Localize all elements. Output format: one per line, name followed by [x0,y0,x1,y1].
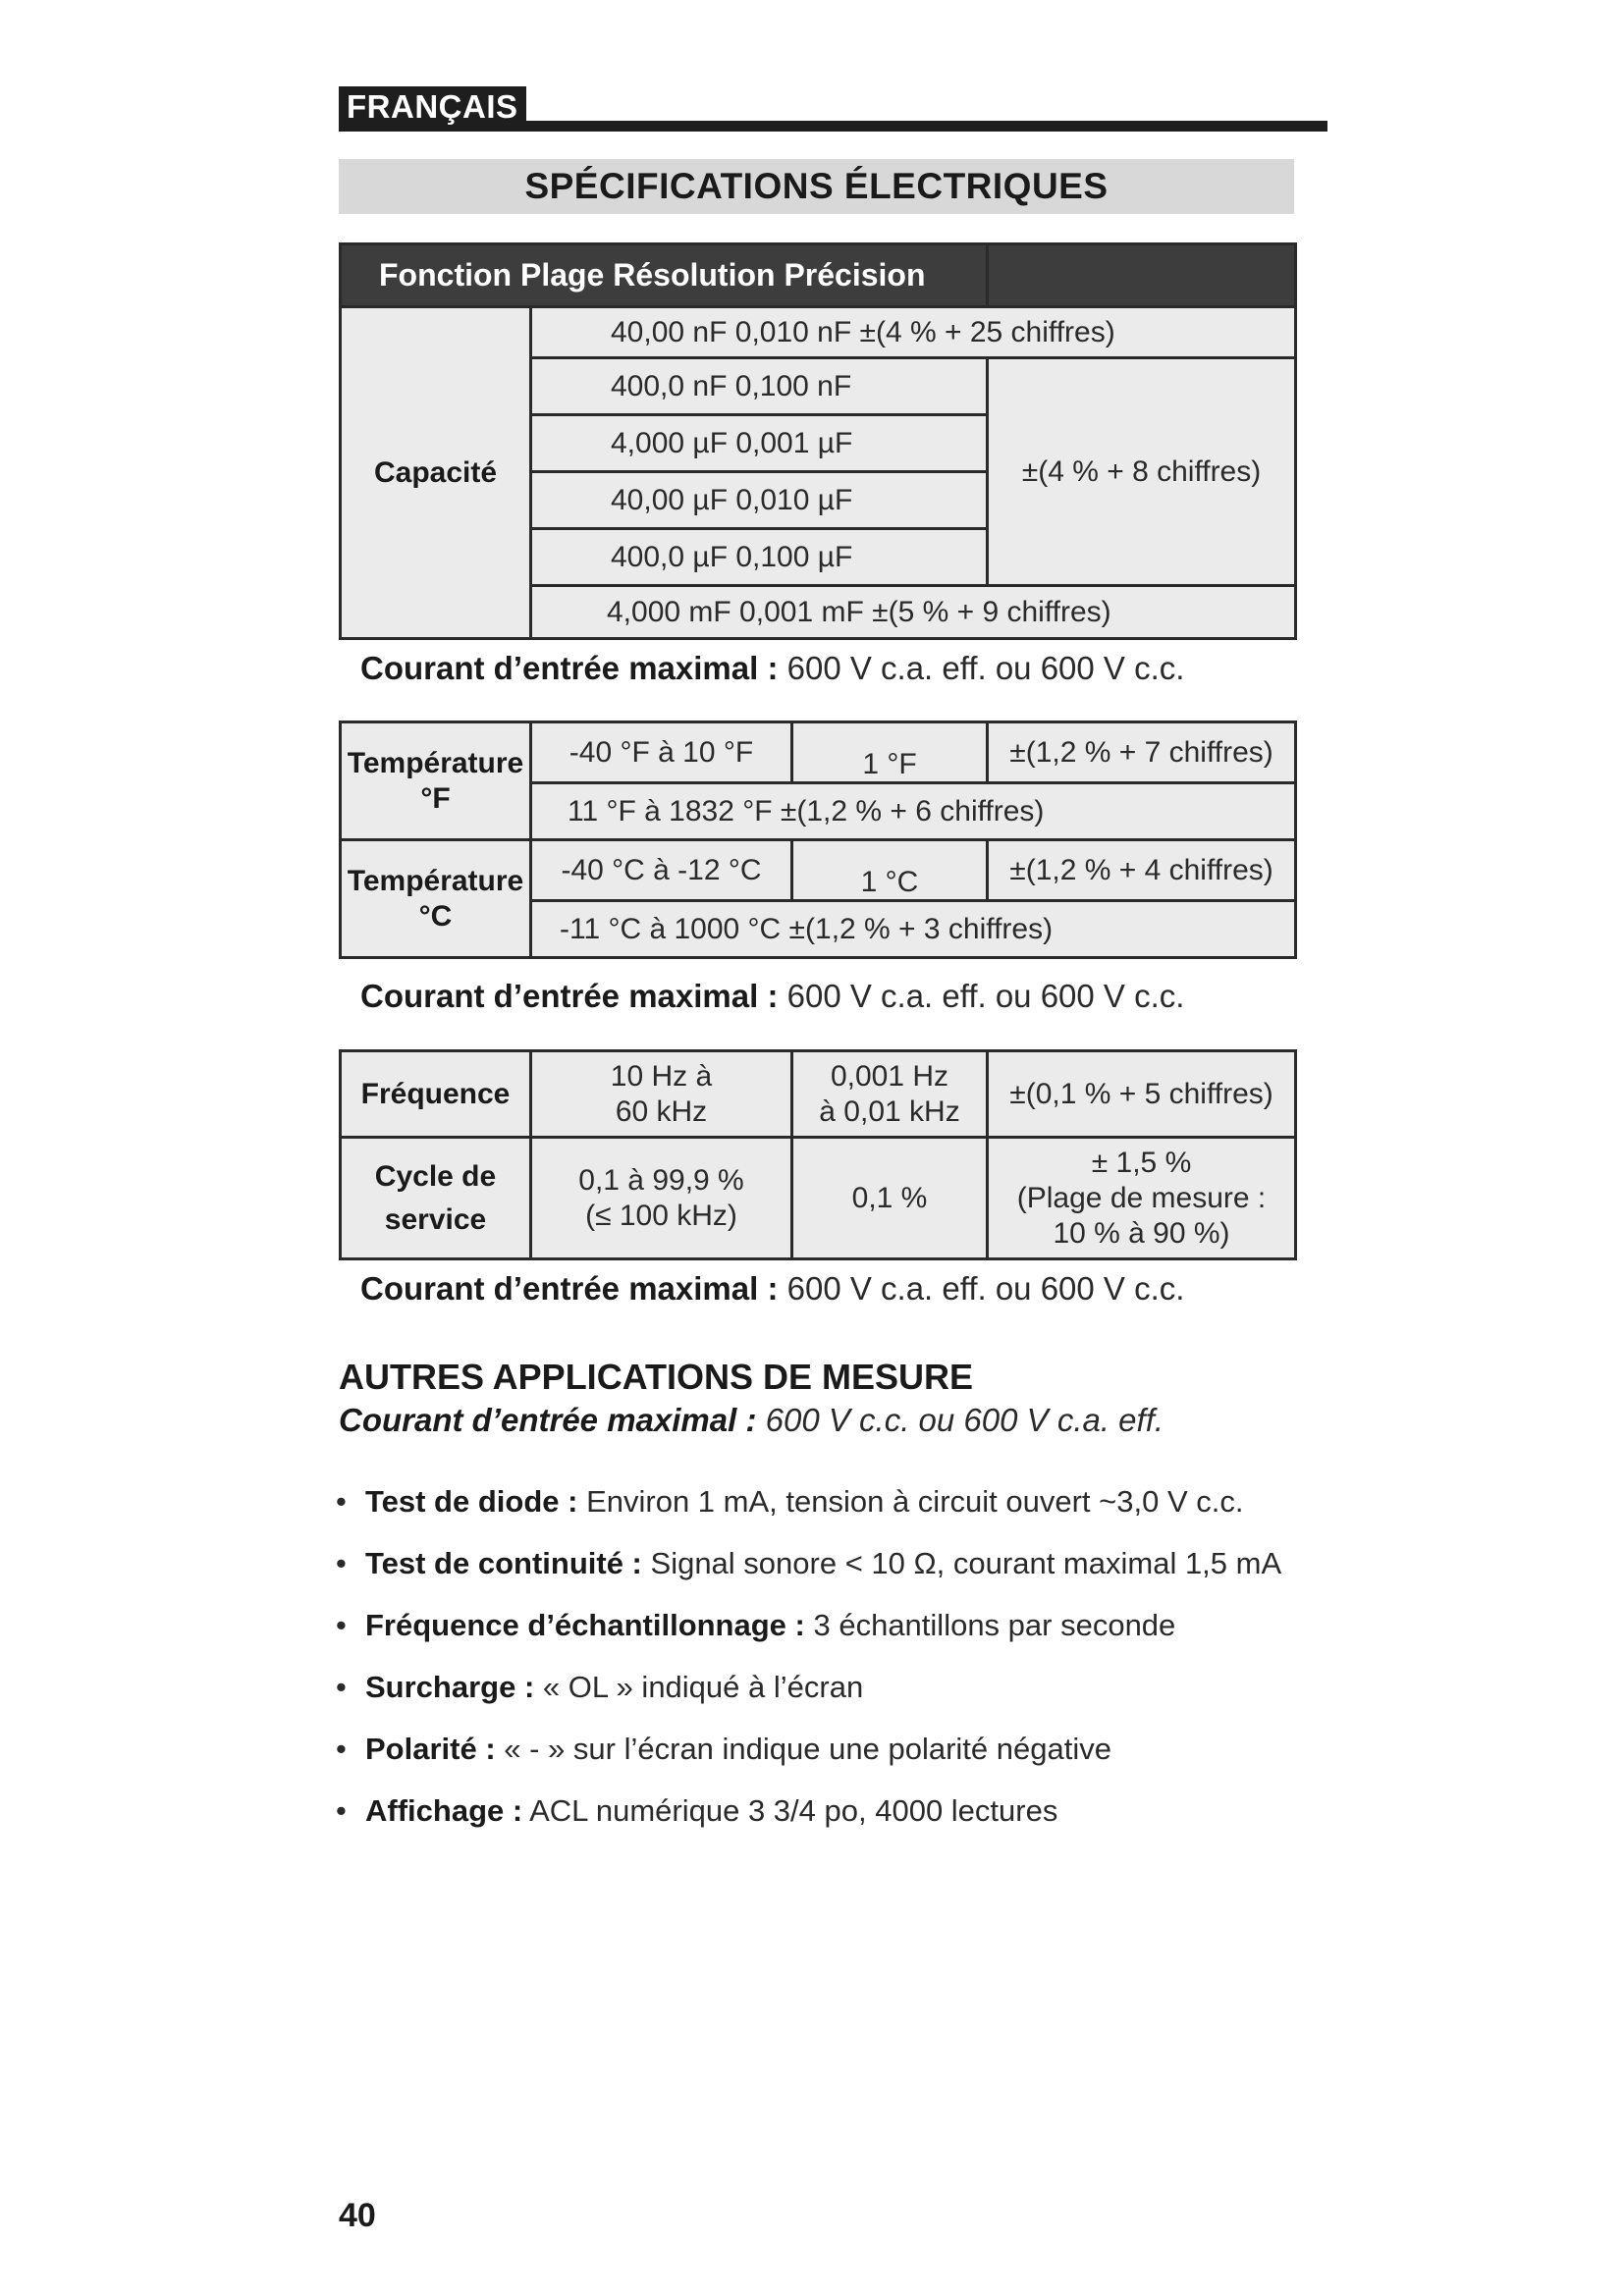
item-text: « - » sur l’écran indique une polarité négative [504,1732,1111,1766]
table-row: 11 °F à 1832 °F ±(1,2 % + 6 chiffres) [531,783,1296,840]
language-header [339,86,1327,135]
item-label: Test de diode : [365,1484,578,1519]
resolution-cell: 1 °F [792,722,988,783]
temperature-c-label [341,840,531,958]
other-applications-heading: AUTRES APPLICATIONS DE MESURE [339,1357,974,1397]
accuracy-cell: ±(0,1 % + 5 chiffres) [988,1051,1296,1138]
range-line: 60 kHz [615,1095,708,1128]
bullet-icon: • [336,1670,347,1704]
label-line: Température [347,746,524,779]
range-line: 0,1 à 99,9 % [578,1163,744,1197]
frequency-label: Fréquence [341,1051,531,1138]
label-line: service [384,1202,487,1236]
function-capacitance: Capacité [341,307,531,639]
table-row: 40,00 nF 0,010 nF ±(4 % + 25 chiffres) [531,307,1296,358]
accuracy-line: 10 % à 90 %) [1053,1216,1230,1250]
range-line: 10 Hz à [610,1059,713,1093]
resolution-line: 0,001 Hz [830,1059,949,1093]
range-line: (≤ 100 kHz) [585,1199,737,1232]
max-input-value: 600 V c.a. eff. ou 600 V c.c. [786,978,1185,1014]
temperature-table [339,721,1297,959]
range-cell: -40 °F à 10 °F [531,722,792,783]
subheading-label: Courant d’entrée maximal : [339,1402,757,1438]
bullet-icon: • [336,1608,347,1642]
frequency-table [339,1049,1297,1260]
resolution-cell [792,1051,988,1138]
max-input-label: Courant d’entrée maximal : [360,650,779,686]
resolution-line: à 0,01 kHz [819,1095,960,1128]
list-item [336,1718,1281,1780]
table-row: -11 °C à 1000 °C ±(1,2 % + 3 chiffres) [531,901,1296,958]
applications-list [336,1470,1281,1842]
section-title: SPÉCIFICATIONS ÉLECTRIQUES [339,159,1294,214]
list-item [336,1780,1281,1842]
list-item [336,1470,1281,1532]
subheading-value: 600 V c.c. ou 600 V c.a. eff. [765,1402,1164,1438]
range-cell [531,1051,792,1138]
label-line: °F [420,781,451,815]
max-input-note [360,650,1184,687]
item-label: Test de continuité : [365,1546,642,1580]
item-label: Polarité : [365,1732,496,1766]
item-label: Affichage : [365,1793,523,1828]
table-row: 40,00 µF 0,010 µF [531,472,988,529]
max-input-note [360,978,1184,1015]
accuracy-line: (Plage de mesure : [1016,1181,1267,1214]
table-row: 4,000 µF 0,001 µF [531,415,988,472]
accuracy-cell [988,1138,1296,1259]
list-item [336,1532,1281,1594]
bullet-icon: • [336,1546,347,1580]
bullet-icon: • [336,1732,347,1766]
table-row: 400,0 nF 0,100 nF [531,358,988,415]
label-line: °C [418,899,453,933]
capacitance-table [339,242,1297,640]
bullet-icon: • [336,1484,347,1519]
bullet-icon: • [336,1793,347,1828]
label-line: Température [347,864,524,897]
item-label: Fréquence d’échantillonnage : [365,1608,805,1642]
range-cell: -40 °C à -12 °C [531,840,792,901]
item-text: « OL » indiqué à l’écran [542,1670,864,1704]
resolution-cell: 1 °C [792,840,988,901]
accuracy-cell: ±(1,2 % + 4 chiffres) [988,840,1296,901]
table-header-empty [988,244,1296,307]
list-item [336,1594,1281,1656]
max-input-label: Courant d’entrée maximal : [360,1270,779,1307]
table-header: Fonction Plage Résolution Précision [341,244,988,307]
item-text: ACL numérique 3 3/4 po, 4000 lectures [529,1793,1058,1828]
max-input-value: 600 V c.a. eff. ou 600 V c.c. [786,650,1185,686]
range-cell [531,1138,792,1259]
max-input-note [360,1270,1184,1308]
max-input-label: Courant d’entrée maximal : [360,978,779,1014]
item-text: 3 échantillons par seconde [813,1608,1176,1642]
page-number: 40 [339,2197,376,2234]
temperature-f-label [341,722,531,840]
item-text: Signal sonore < 10 Ω, courant maximal 1,5 mA [650,1546,1282,1580]
other-applications-subheading [339,1402,1164,1439]
accuracy-line: ± 1,5 % [1091,1146,1192,1179]
resolution-cell: 0,1 % [792,1138,988,1259]
table-row: 4,000 mF 0,001 mF ±(5 % + 9 chiffres) [531,586,1296,639]
item-label: Surcharge : [365,1670,535,1704]
label-line: Cycle de [374,1159,497,1193]
accuracy-cell: ±(1,2 % + 7 chiffres) [988,722,1296,783]
table-row: 400,0 µF 0,100 µF [531,529,988,586]
list-item [336,1656,1281,1718]
shared-accuracy: ±(4 % + 8 chiffres) [988,358,1296,586]
max-input-value: 600 V c.a. eff. ou 600 V c.c. [786,1270,1185,1307]
language-tag: FRANÇAIS [339,86,526,128]
duty-cycle-label [341,1138,531,1259]
item-text: Environ 1 mA, tension à circuit ouvert ~3,0 V c.c. [586,1484,1244,1519]
